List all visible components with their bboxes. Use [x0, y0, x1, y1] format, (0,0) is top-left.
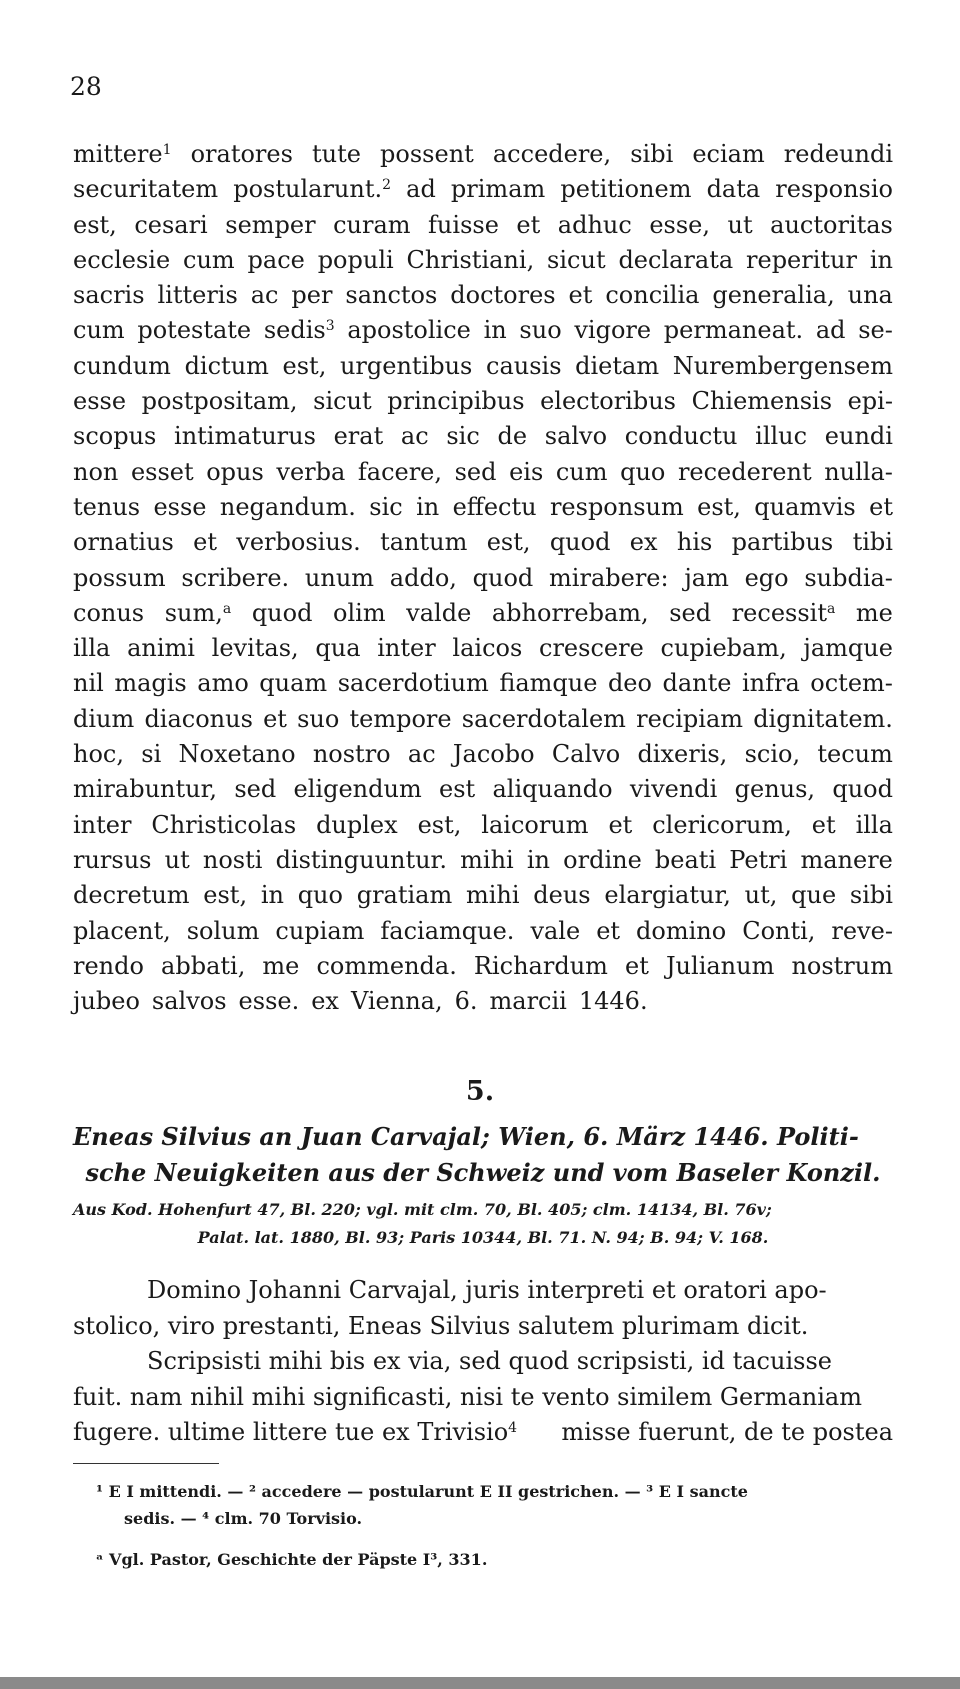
text-line: [73, 387, 893, 422]
word: eligendum: [293, 775, 422, 804]
word: illa: [855, 810, 893, 839]
word: placent,: [73, 916, 171, 945]
word: sicut: [547, 245, 606, 274]
word: ac: [407, 740, 436, 769]
text-line: [73, 846, 893, 881]
text-line: [73, 740, 893, 775]
word: pace: [247, 245, 305, 274]
word: si: [141, 740, 162, 769]
word: diaconus: [144, 704, 253, 733]
word: sibi: [630, 140, 674, 168]
word: vigore: [574, 316, 652, 345]
word: tute: [312, 140, 361, 168]
word: sicut: [313, 387, 372, 416]
word: quamvis: [754, 492, 856, 521]
word: fiamque: [499, 669, 598, 698]
word: verba: [276, 457, 346, 486]
word: se-: [858, 316, 893, 345]
word: Conti,: [742, 916, 816, 945]
word: illa: [73, 634, 111, 663]
word: electoribus: [540, 387, 676, 416]
word: generalia,: [712, 281, 835, 310]
word: eciam: [692, 140, 765, 168]
word: et: [608, 810, 633, 839]
word: 1446.: [578, 987, 648, 1016]
word: eundi: [824, 422, 893, 451]
word: dante: [662, 669, 732, 698]
word: infra: [741, 669, 800, 698]
word: primam: [450, 175, 546, 204]
word: sacerdotalem: [461, 704, 626, 733]
word: unum: [304, 563, 375, 592]
word: salvos: [151, 987, 227, 1016]
word: sum,$^a$: [164, 598, 232, 627]
word: crescere: [539, 634, 644, 663]
word: cupiam: [275, 916, 365, 945]
word: dixeris,: [637, 740, 728, 769]
word: ac: [250, 281, 279, 310]
word: tenus: [73, 492, 141, 521]
text-line: [73, 599, 893, 634]
word: et: [596, 916, 621, 945]
word: ecclesie: [73, 245, 171, 274]
word: scribere.: [181, 563, 290, 592]
word: amo: [197, 669, 249, 698]
word: me: [262, 951, 300, 980]
word: distinguuntur.: [275, 845, 448, 874]
word: olim: [333, 598, 386, 627]
word: inter: [377, 634, 436, 663]
word: Nurembergensem: [672, 351, 893, 380]
word: de: [497, 422, 528, 451]
text-line: [73, 211, 893, 246]
word: recipiam: [636, 704, 744, 733]
word: et: [193, 528, 217, 557]
word: mittere$^1$: [73, 140, 172, 168]
word: qua: [315, 634, 361, 663]
word: semper: [225, 210, 316, 239]
word: in: [416, 492, 440, 521]
word: Julianum: [665, 951, 775, 980]
word: octem-: [810, 669, 893, 698]
word: vivendi: [629, 775, 718, 804]
word: in: [869, 245, 893, 274]
word: nostrum: [791, 951, 893, 980]
word: declarata: [618, 245, 734, 274]
scan-edge: [0, 1677, 960, 1689]
text-line: [73, 316, 893, 351]
word: laicorum: [481, 810, 589, 839]
word: scopus: [73, 422, 157, 451]
word: sed: [234, 775, 277, 804]
letter-line: fugere. ultime littere tue ex Trivisio$^4$ misse fuerunt, de te postea: [73, 1418, 893, 1447]
word: 6.: [454, 987, 478, 1016]
word: Christicolas: [151, 810, 297, 839]
word: est,: [417, 810, 462, 839]
text-line: [73, 175, 893, 210]
footnote-marker: a: [826, 600, 836, 617]
word: tempore: [349, 704, 452, 733]
word: conductu: [624, 422, 738, 451]
word: cum: [183, 245, 235, 274]
word: esse: [73, 387, 127, 416]
word: adhuc: [557, 210, 632, 239]
word: ordine: [563, 845, 642, 874]
word: ac: [400, 422, 429, 451]
text-line: [73, 458, 893, 493]
word: responsio: [775, 175, 893, 204]
word: principibus: [387, 387, 525, 416]
word: que: [791, 881, 837, 910]
word: his: [676, 528, 713, 557]
word: negandum.: [219, 492, 356, 521]
word: quo: [620, 457, 666, 486]
word: ut: [727, 210, 753, 239]
word: verbosius.: [236, 528, 361, 557]
word: dium: [73, 704, 135, 733]
word: laicos: [452, 634, 523, 663]
word: Petri: [729, 845, 788, 874]
word: est: [439, 775, 476, 804]
word: quod: [251, 598, 313, 627]
word: quod: [832, 775, 893, 804]
word: sedis$^3$: [263, 316, 335, 345]
word: addo,: [389, 563, 457, 592]
word: aliquando: [492, 775, 613, 804]
word: mirabere:: [549, 563, 669, 592]
word: levitas,: [211, 634, 299, 663]
word: conus: [73, 598, 145, 627]
word: eis: [509, 457, 544, 486]
word: postularunt.$^2$: [233, 175, 392, 204]
word: est,: [282, 351, 327, 380]
word: dictum: [184, 351, 269, 380]
word: inter: [73, 810, 132, 839]
word: et: [869, 492, 893, 521]
letter-line: Scripsisti mihi bis ex via, sed quod scripsisti, id tacuisse: [147, 1347, 832, 1376]
word: tantum: [380, 528, 468, 557]
word: sic: [446, 422, 480, 451]
word: intimaturus: [174, 422, 316, 451]
word: genus,: [734, 775, 816, 804]
word: ad: [406, 175, 436, 204]
word: esse,: [649, 210, 711, 239]
word: ut,: [744, 881, 778, 910]
word: curam: [333, 210, 411, 239]
word: data: [706, 175, 761, 204]
word: esse: [153, 492, 207, 521]
word: jubeo: [73, 987, 140, 1016]
word: Christiani,: [406, 245, 535, 274]
word: ut: [164, 845, 190, 874]
word: populi: [317, 245, 394, 274]
word: sed: [454, 457, 497, 486]
word: sacerdotium: [337, 669, 489, 698]
word: recederent: [677, 457, 812, 486]
word: mirabuntur,: [73, 775, 218, 804]
text-line: [73, 352, 893, 387]
word: permaneat.: [663, 316, 804, 345]
word: cupiebam,: [660, 634, 787, 663]
footnote-marker: 1: [162, 142, 172, 158]
word: Chiemensis: [691, 387, 833, 416]
text-line: [73, 493, 893, 528]
word: in: [526, 845, 551, 874]
text-line: [73, 811, 893, 846]
letter-line: stolico, viro prestanti, Eneas Silvius salutem plurimam dicit.: [73, 1311, 809, 1340]
text-line: [73, 246, 893, 281]
word: sic: [369, 492, 403, 521]
word: recessit$^a$: [731, 598, 836, 627]
text-line: [73, 917, 893, 952]
word: rendo: [73, 951, 144, 980]
text-line: [73, 140, 893, 175]
word: urgentibus: [339, 351, 473, 380]
word: scio,: [744, 740, 801, 769]
word: Richardum: [473, 951, 608, 980]
word: est,: [203, 881, 248, 910]
word: est,: [697, 492, 741, 521]
word: sanctos: [345, 281, 438, 310]
word: esse.: [238, 987, 300, 1016]
word: et: [516, 210, 541, 239]
word: petitionem: [560, 175, 692, 204]
word: cum: [555, 457, 608, 486]
word: securitatem: [73, 175, 219, 204]
word: et: [568, 281, 593, 310]
footnote-line: ᵃ Vgl. Pastor, Geschichte der Päpste I³, 331.: [96, 1550, 488, 1569]
word: facere,: [357, 457, 443, 486]
word: nulla-: [824, 457, 893, 486]
word: in: [483, 316, 507, 345]
word: sed: [669, 598, 712, 627]
word: est,: [73, 210, 117, 239]
word: est,: [486, 528, 531, 557]
word: reperitur: [746, 245, 857, 274]
source-line: Palat. lat. 1880, Bl. 93; Paris 10344, Bl. 71. N. 94; B. 94; V. 168.: [197, 1228, 769, 1247]
word: suo: [297, 704, 340, 733]
word: et: [625, 951, 649, 980]
text-line: [73, 881, 893, 916]
word: salvo: [544, 422, 608, 451]
letter-line: Domino Johanni Carvajal, juris interpreti et oratori apo-: [147, 1276, 827, 1304]
word: ornatius: [73, 528, 174, 557]
word: ad: [815, 316, 846, 345]
word: per: [291, 281, 333, 310]
main-text: [73, 140, 893, 1022]
word: reve-: [831, 916, 893, 945]
text-line: [73, 634, 893, 669]
word: apostolice: [347, 316, 471, 345]
footnote-marker: 4: [508, 1420, 518, 1437]
word: quod: [472, 563, 534, 592]
word: nosti: [202, 845, 263, 874]
word: erat: [333, 422, 384, 451]
word: Vienna,: [350, 987, 443, 1016]
heading-line: sche Neuigkeiten aus der Schweiz und vom Baseler Konzil.: [85, 1158, 881, 1187]
word: faciamque.: [380, 916, 515, 945]
word: in: [260, 881, 284, 910]
word: possum: [73, 563, 166, 592]
word: beati: [654, 845, 717, 874]
word: dignitatem.: [753, 704, 893, 733]
word: ex: [311, 987, 339, 1016]
word: abhorrebam,: [491, 598, 649, 627]
word: quam: [259, 669, 328, 698]
word: redeundi: [783, 140, 893, 168]
word: duplex: [316, 810, 398, 839]
word: quod: [549, 528, 611, 557]
document-heading: [73, 1122, 893, 1194]
word: non: [73, 457, 119, 486]
word: et: [263, 704, 287, 733]
word: magis: [114, 669, 187, 698]
footnotes: [96, 1482, 893, 1577]
page-number: 28: [70, 72, 102, 101]
footnote-divider: [73, 1463, 219, 1464]
heading-line: Eneas Silvius an Juan Carvajal; Wien, 6. März 1446. Politi-: [73, 1122, 859, 1151]
word: solum: [186, 916, 260, 945]
word: cundum: [73, 351, 171, 380]
word: quo: [297, 881, 343, 910]
text-line: [73, 422, 893, 457]
word: auctoritas: [770, 210, 893, 239]
word: doctores: [450, 281, 556, 310]
footnote-marker: a: [222, 600, 232, 617]
word: deus: [533, 881, 591, 910]
word: una: [847, 281, 893, 310]
word: nostro: [312, 740, 391, 769]
word: valde: [406, 598, 472, 627]
word: Calvo: [551, 740, 621, 769]
word: opus: [206, 457, 264, 486]
word: cesari: [134, 210, 208, 239]
word: esset: [130, 457, 194, 486]
word: gratiam: [356, 881, 453, 910]
word: Jacobo: [452, 740, 535, 769]
word: fuisse: [428, 210, 499, 239]
word: hoc,: [73, 740, 124, 769]
footnote-marker: 3: [325, 318, 335, 335]
word: elargiatur,: [604, 881, 731, 910]
word: potestate: [137, 316, 252, 345]
word: suo: [519, 316, 562, 345]
word: dietam: [575, 351, 660, 380]
word: responsum: [549, 492, 684, 521]
word: animi: [127, 634, 195, 663]
word: litteris: [157, 281, 238, 310]
text-line: [73, 952, 893, 987]
word: mihi: [460, 845, 514, 874]
word: decretum: [73, 881, 190, 910]
word: accedere,: [492, 140, 612, 168]
word: rursus: [73, 845, 152, 874]
word: subdia-: [804, 563, 893, 592]
footnote-marker: 2: [382, 177, 392, 194]
text-line: [73, 528, 893, 563]
word: oratores: [190, 140, 293, 168]
word: possent: [380, 140, 474, 168]
word: me: [855, 598, 893, 627]
word: commenda.: [316, 951, 457, 980]
text-line: [73, 775, 893, 810]
word: sibi: [849, 881, 893, 910]
word: abbati,: [161, 951, 246, 980]
word: vale: [530, 916, 581, 945]
word: Noxetano: [178, 740, 296, 769]
word: deo: [607, 669, 652, 698]
footnote-line: sedis. — ⁴ clm. 70 Torvisio.: [124, 1509, 363, 1528]
text-line: [73, 705, 893, 740]
word: tibi: [852, 528, 893, 557]
word: causis: [486, 351, 562, 380]
word: cum: [73, 316, 125, 345]
word: domino: [636, 916, 727, 945]
source-citation: [73, 1200, 893, 1256]
word: tecum: [817, 740, 893, 769]
word: effectu: [452, 492, 537, 521]
source-line: Aus Kod. Hohenfurt 47, Bl. 220; vgl. mit clm. 70, Bl. 405; clm. 14134, Bl. 76v;: [73, 1200, 772, 1219]
word: ego: [744, 563, 789, 592]
word: postpositam,: [141, 387, 298, 416]
word: concilia: [605, 281, 700, 310]
word: ex: [629, 528, 658, 557]
text-line: [73, 987, 893, 1022]
word: clericorum,: [652, 810, 792, 839]
word: sacris: [73, 281, 145, 310]
word: marcii: [489, 987, 567, 1016]
word: et: [811, 810, 836, 839]
text-line: [73, 281, 893, 316]
word: illuc: [755, 422, 808, 451]
word: partibus: [731, 528, 834, 557]
word: nil: [73, 669, 104, 698]
word: manere: [800, 845, 893, 874]
footnote-line: ¹ E I mittendi. — ² accedere — postularunt E II gestrichen. — ³ E I sancte: [96, 1482, 748, 1501]
word: epi-: [847, 387, 893, 416]
word: jamque: [803, 634, 893, 663]
word: jam: [684, 563, 729, 592]
document-number: 5.: [465, 1076, 495, 1107]
letter-line: fuit. nam nihil mihi significasti, nisi te vento similem Germaniam: [73, 1382, 862, 1411]
letter-text: [73, 1276, 893, 1454]
word: mihi: [465, 881, 520, 910]
text-line: [73, 564, 893, 599]
text-line: [73, 669, 893, 704]
